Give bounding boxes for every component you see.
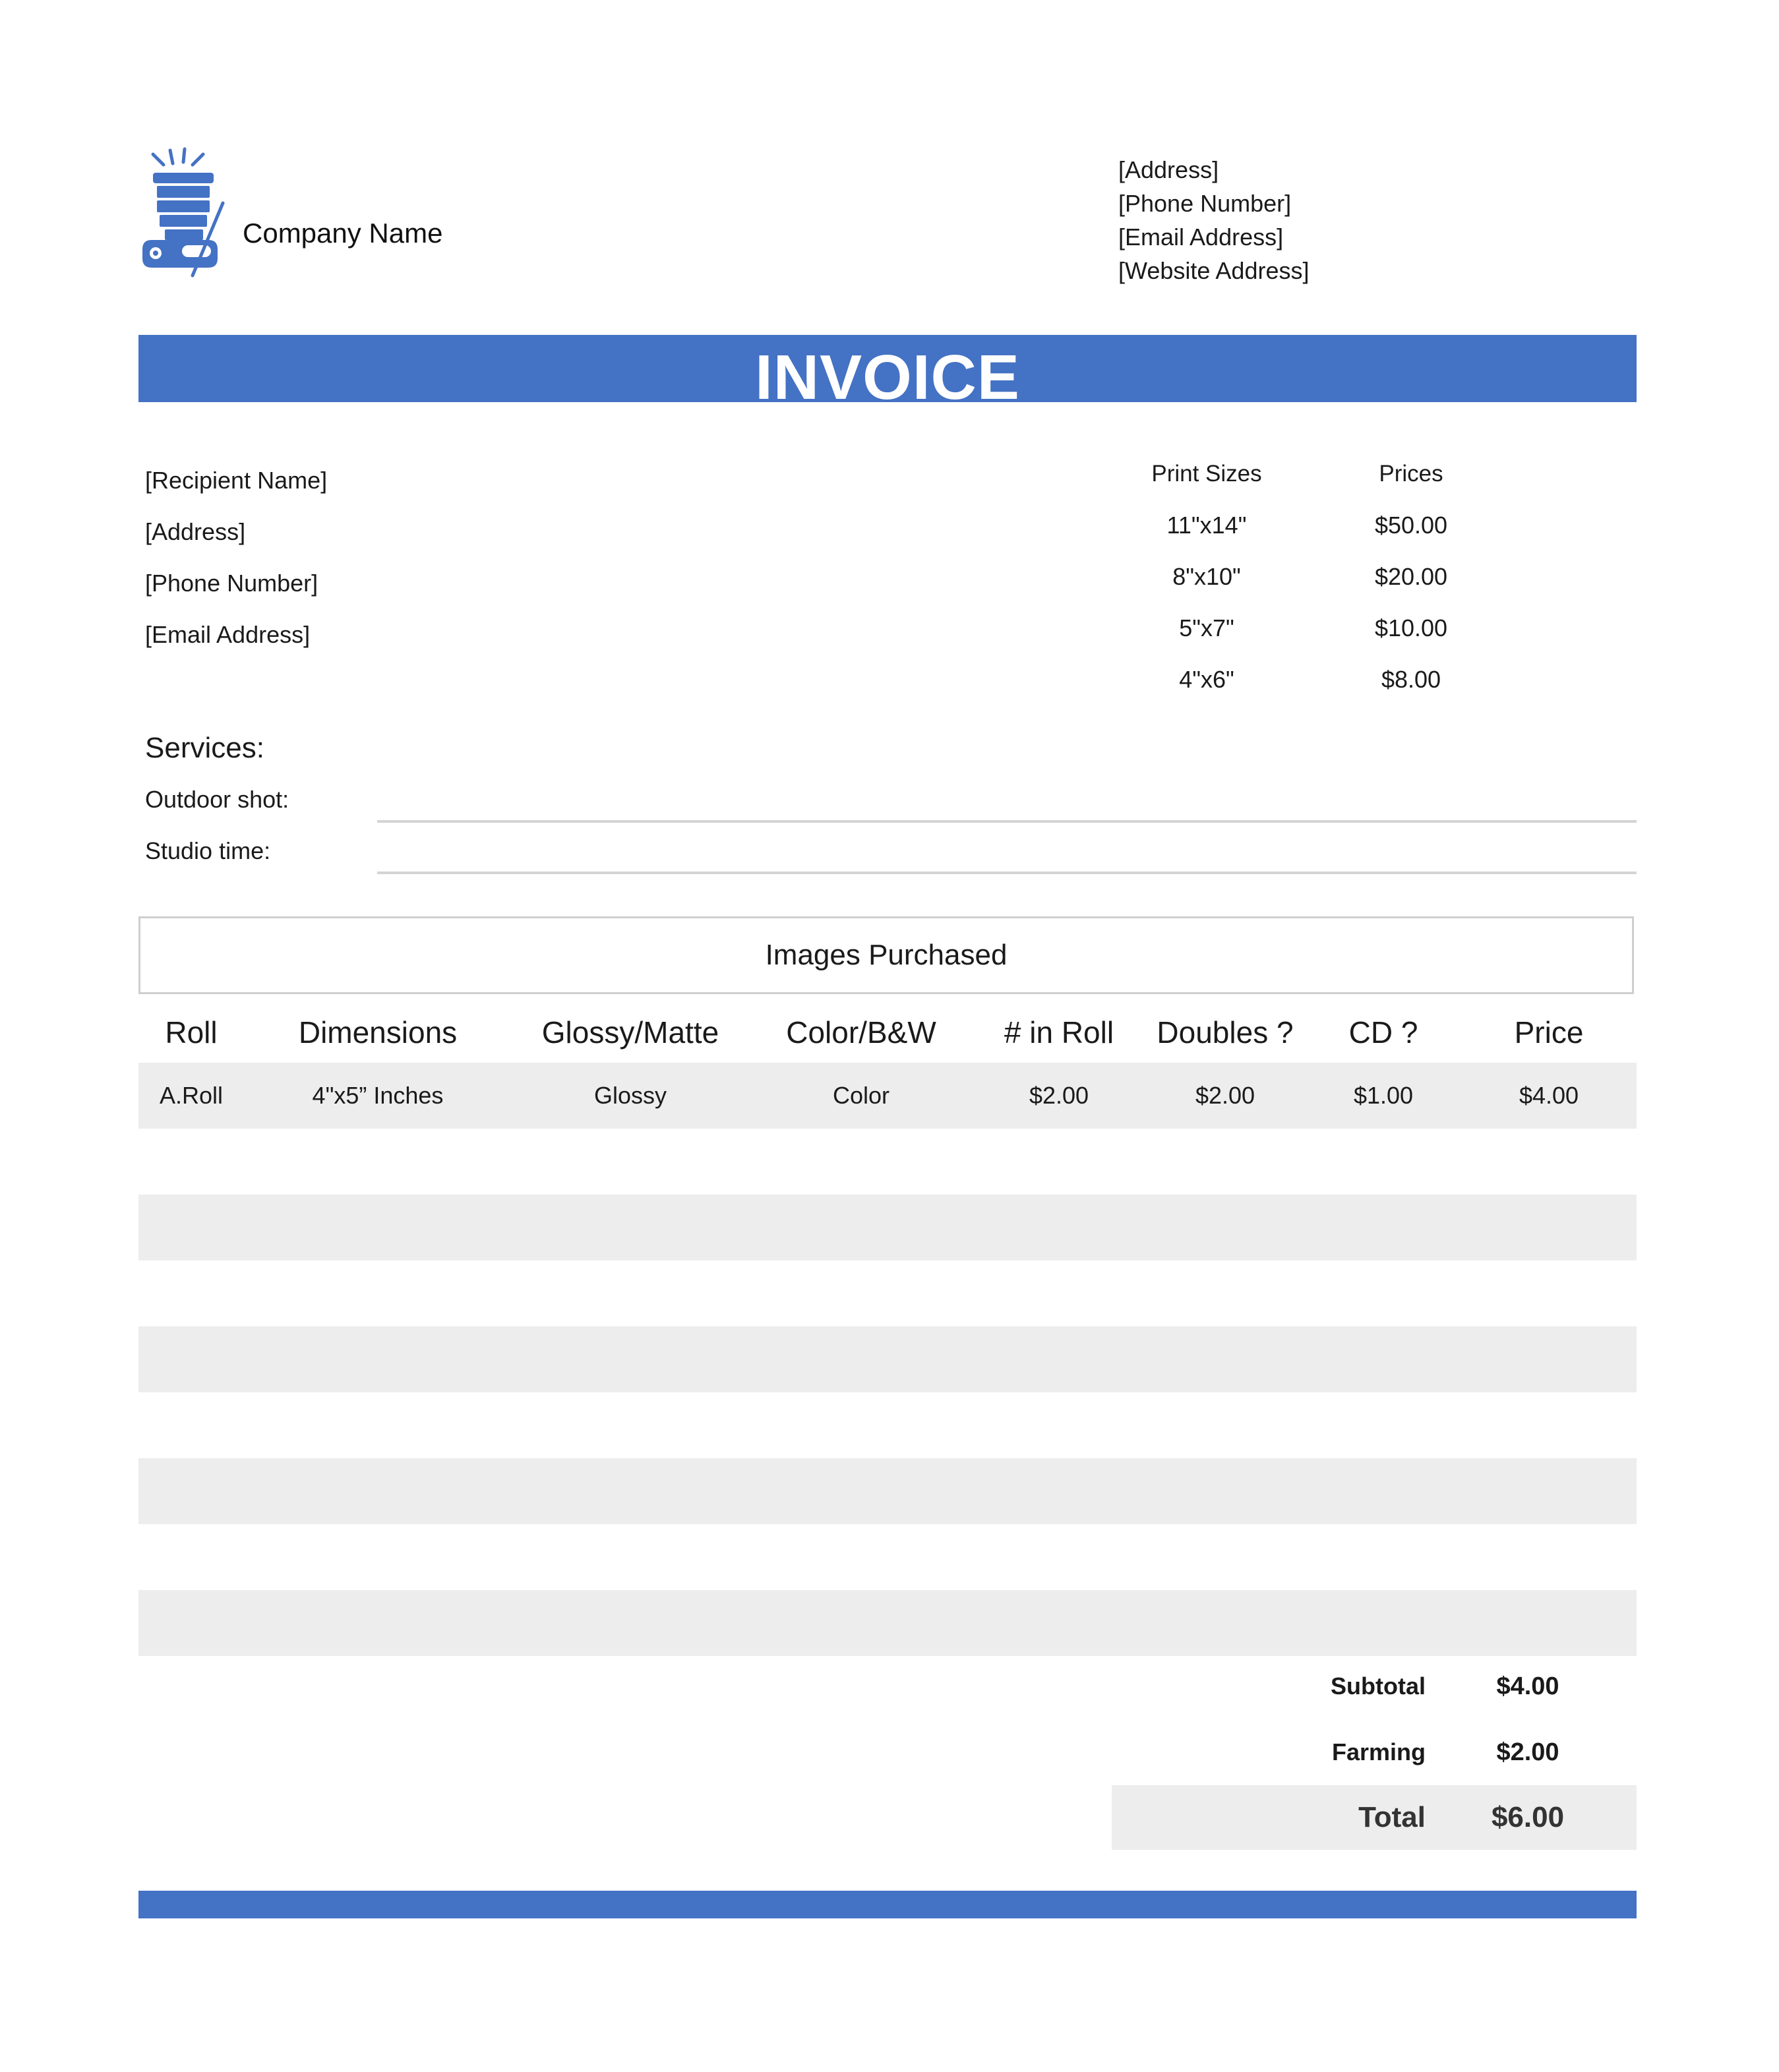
outdoor-shot-field[interactable]: [377, 820, 1637, 823]
table-row: [138, 1260, 1637, 1326]
cell-doubles: $2.00: [1195, 1082, 1255, 1109]
farming-label: Farming: [1331, 1738, 1426, 1765]
recipient-name: [Recipient Name]: [145, 467, 328, 494]
invoice-title: INVOICE: [755, 342, 1020, 402]
recipient-address: [Address]: [145, 518, 246, 545]
cell-price: $4.00: [1519, 1082, 1579, 1109]
company-email: [Email Address]: [1118, 223, 1284, 251]
totals-block: [1112, 1653, 1637, 1850]
company-name: Company Name: [243, 218, 443, 249]
print-price: $10.00: [1374, 614, 1448, 641]
subtotal-label: Subtotal: [1331, 1672, 1426, 1700]
cell-roll: A.Roll: [159, 1082, 224, 1109]
cell-finish: Glossy: [593, 1082, 667, 1109]
table-row: [138, 1524, 1637, 1590]
services-title: Services:: [145, 732, 264, 764]
col-finish-header: Glossy/Matte: [541, 1015, 719, 1050]
print-price: $8.00: [1381, 666, 1441, 693]
recipient-phone: [Phone Number]: [145, 570, 318, 597]
col-in-roll-header: # in Roll: [1004, 1015, 1114, 1050]
farming-value: $2.00: [1496, 1738, 1559, 1766]
col-dimensions-header: Dimensions: [298, 1015, 458, 1050]
total-row: [1112, 1785, 1637, 1850]
price-list-row: [1108, 654, 1517, 705]
images-table: [138, 1002, 1637, 1656]
cell-cd: $1.00: [1353, 1082, 1414, 1109]
col-cd-header: CD ?: [1348, 1015, 1418, 1050]
print-price: $20.00: [1374, 563, 1448, 590]
company-address: [Address]: [1118, 156, 1219, 183]
company-website: [Website Address]: [1118, 257, 1310, 284]
recipient-email: [Email Address]: [145, 621, 311, 648]
prices-header: Prices: [1379, 461, 1443, 487]
company-logo: [140, 146, 232, 278]
table-row: [138, 1195, 1637, 1260]
print-size: 8"x10": [1172, 563, 1241, 590]
print-sizes-header: Print Sizes: [1151, 461, 1262, 487]
price-list-row: [1108, 603, 1517, 654]
table-row: [138, 1590, 1637, 1656]
col-roll-header: Roll: [165, 1015, 218, 1050]
table-header-row: [138, 1002, 1637, 1063]
price-list-row: [1108, 500, 1517, 551]
col-price-header: Price: [1514, 1015, 1584, 1050]
print-size: 4"x6": [1179, 666, 1234, 693]
table-row: [138, 1129, 1637, 1195]
cell-in-roll: $2.00: [1029, 1082, 1089, 1109]
print-price: $50.00: [1374, 512, 1448, 539]
table-row: [138, 1063, 1637, 1129]
subtotal-value: $4.00: [1496, 1672, 1559, 1700]
studio-time-field[interactable]: [377, 872, 1637, 874]
camera-flash-icon: [140, 146, 232, 278]
studio-time-label: Studio time:: [145, 837, 271, 864]
company-contact-block: [1118, 153, 1309, 287]
recipient-block: [145, 455, 327, 661]
price-list-header: [1108, 448, 1517, 500]
farming-row: [1112, 1719, 1637, 1785]
col-doubles-header: Doubles ?: [1157, 1015, 1294, 1050]
cell-color: Color: [832, 1082, 890, 1109]
footer-band: [138, 1891, 1637, 1918]
subtotal-row: [1112, 1653, 1637, 1719]
total-value: $6.00: [1491, 1801, 1565, 1833]
table-row: [138, 1392, 1637, 1458]
print-size: 11"x14": [1166, 512, 1247, 539]
print-size: 5"x7": [1179, 614, 1234, 641]
total-label: Total: [1358, 1801, 1426, 1833]
images-purchased-label: Images Purchased: [765, 939, 1008, 971]
table-row: [138, 1458, 1637, 1524]
table-row: [138, 1326, 1637, 1392]
outdoor-shot-label: Outdoor shot:: [145, 786, 289, 813]
col-color-header: Color/B&W: [786, 1015, 936, 1050]
price-list: [1108, 448, 1517, 705]
invoice-title-band: [138, 335, 1637, 402]
images-purchased-title: [138, 916, 1634, 994]
cell-dimensions: 4"x5” Inches: [312, 1082, 444, 1109]
company-phone: [Phone Number]: [1118, 190, 1292, 217]
price-list-row: [1108, 551, 1517, 603]
